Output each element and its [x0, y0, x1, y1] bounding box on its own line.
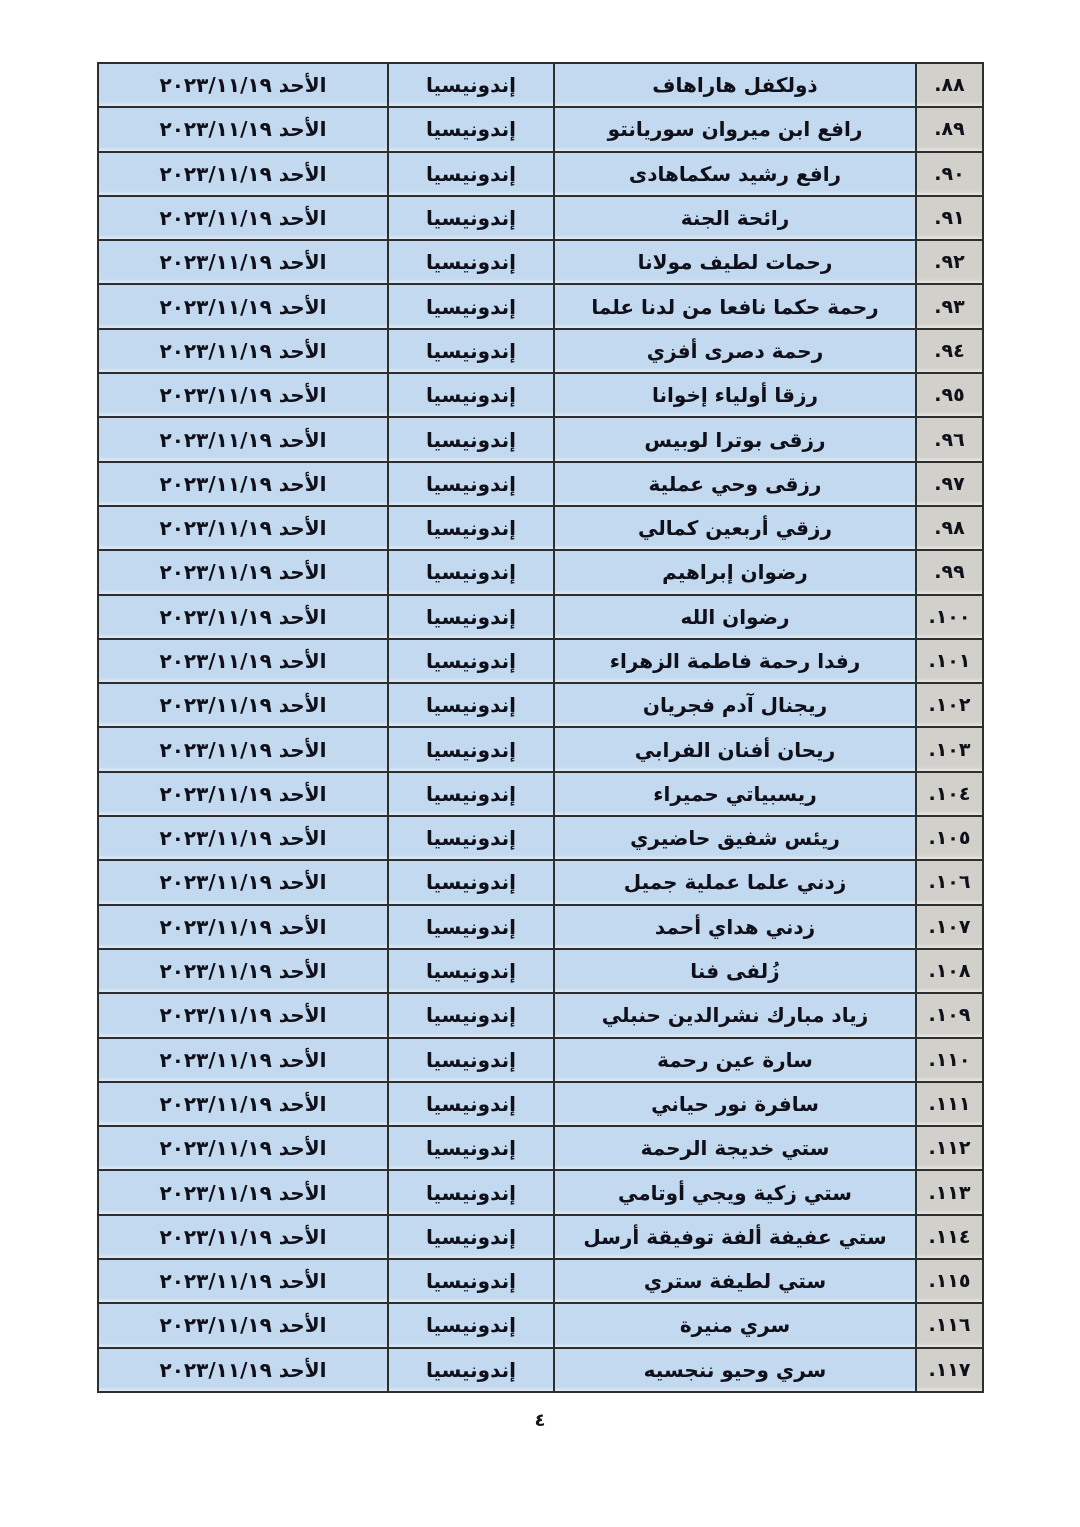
- row-number-cell: ٩٥.: [916, 373, 983, 417]
- person-name-cell: رزقى وحي عملية: [554, 462, 916, 506]
- country-cell: إندونيسيا: [388, 1348, 554, 1392]
- person-name-cell: ذولكفل هاراهاف: [554, 63, 916, 107]
- country-cell: إندونيسيا: [388, 462, 554, 506]
- row-number-cell: ١٠٢.: [916, 683, 983, 727]
- person-name-cell: رزقا أولياء إخوانا: [554, 373, 916, 417]
- row-number-cell: ٩١.: [916, 196, 983, 240]
- country-cell: إندونيسيا: [388, 639, 554, 683]
- country-cell: إندونيسيا: [388, 152, 554, 196]
- table-row: [98, 1082, 983, 1126]
- date-cell: الأحد ٢٠٢٣/١١/١٩: [98, 63, 388, 107]
- row-number-cell: ١١٤.: [916, 1215, 983, 1259]
- row-number-cell: ١١٧.: [916, 1348, 983, 1392]
- row-number-cell: ٩٩.: [916, 550, 983, 594]
- row-number-cell: ٩٦.: [916, 417, 983, 461]
- row-number-cell: ٩٤.: [916, 329, 983, 373]
- date-cell: الأحد ٢٠٢٣/١١/١٩: [98, 1170, 388, 1214]
- country-cell: إندونيسيا: [388, 506, 554, 550]
- country-cell: إندونيسيا: [388, 329, 554, 373]
- row-number-cell: ٩٠.: [916, 152, 983, 196]
- date-cell: الأحد ٢٠٢٣/١١/١٩: [98, 993, 388, 1037]
- country-cell: إندونيسيا: [388, 1259, 554, 1303]
- table-row: [98, 152, 983, 196]
- person-name-cell: ريئس شفيق حاضيري: [554, 816, 916, 860]
- table-row: [98, 417, 983, 461]
- country-cell: إندونيسيا: [388, 550, 554, 594]
- table-row: [98, 196, 983, 240]
- country-cell: إندونيسيا: [388, 683, 554, 727]
- date-cell: الأحد ٢٠٢٣/١١/١٩: [98, 905, 388, 949]
- country-cell: إندونيسيا: [388, 1082, 554, 1126]
- person-name-cell: رحمة دصرى أفزي: [554, 329, 916, 373]
- person-name-cell: رفدا رحمة فاطمة الزهراء: [554, 639, 916, 683]
- person-name-cell: رضوان إبراهيم: [554, 550, 916, 594]
- country-cell: إندونيسيا: [388, 860, 554, 904]
- country-cell: إندونيسيا: [388, 595, 554, 639]
- country-cell: إندونيسيا: [388, 727, 554, 771]
- country-cell: إندونيسيا: [388, 107, 554, 151]
- row-number-cell: ٩٨.: [916, 506, 983, 550]
- table-row: [98, 1303, 983, 1347]
- row-number-cell: ١١٢.: [916, 1126, 983, 1170]
- person-name-cell: سري وحيو ننجسيه: [554, 1348, 916, 1392]
- country-cell: إندونيسيا: [388, 816, 554, 860]
- date-cell: الأحد ٢٠٢٣/١١/١٩: [98, 152, 388, 196]
- row-number-cell: ٩٣.: [916, 284, 983, 328]
- row-number-cell: ١١٦.: [916, 1303, 983, 1347]
- country-cell: إندونيسيا: [388, 949, 554, 993]
- person-name-cell: ستي خديجة الرحمة: [554, 1126, 916, 1170]
- country-cell: إندونيسيا: [388, 284, 554, 328]
- names-roster-table: [97, 62, 984, 1393]
- country-cell: إندونيسيا: [388, 417, 554, 461]
- country-cell: إندونيسيا: [388, 772, 554, 816]
- table-row: [98, 240, 983, 284]
- person-name-cell: زدني علما عملية جميل: [554, 860, 916, 904]
- table-row: [98, 1126, 983, 1170]
- table-row: [98, 506, 983, 550]
- table-row: [98, 860, 983, 904]
- date-cell: الأحد ٢٠٢٣/١١/١٩: [98, 949, 388, 993]
- date-cell: الأحد ٢٠٢٣/١١/١٩: [98, 1126, 388, 1170]
- country-cell: إندونيسيا: [388, 240, 554, 284]
- person-name-cell: سري منيرة: [554, 1303, 916, 1347]
- date-cell: الأحد ٢٠٢٣/١١/١٩: [98, 1215, 388, 1259]
- row-number-cell: ١٠٧.: [916, 905, 983, 949]
- table-row: [98, 905, 983, 949]
- table-row: [98, 993, 983, 1037]
- person-name-cell: ريسبياتي حميراء: [554, 772, 916, 816]
- table-row: [98, 1038, 983, 1082]
- page-number: ٤: [534, 1410, 546, 1431]
- table-row: [98, 373, 983, 417]
- date-cell: الأحد ٢٠٢٣/١١/١٩: [98, 240, 388, 284]
- table-row: [98, 639, 983, 683]
- row-number-cell: ٩٢.: [916, 240, 983, 284]
- row-number-cell: ١١٥.: [916, 1259, 983, 1303]
- date-cell: الأحد ٢٠٢٣/١١/١٩: [98, 683, 388, 727]
- roster-table-body: [98, 63, 983, 1392]
- date-cell: الأحد ٢٠٢٣/١١/١٩: [98, 1259, 388, 1303]
- person-name-cell: سافرة نور حياني: [554, 1082, 916, 1126]
- person-name-cell: ستي زكية ويجي أوتامي: [554, 1170, 916, 1214]
- country-cell: إندونيسيا: [388, 1303, 554, 1347]
- person-name-cell: رزقي أربعين كمالي: [554, 506, 916, 550]
- table-row: [98, 1259, 983, 1303]
- country-cell: إندونيسيا: [388, 1215, 554, 1259]
- table-row: [98, 1170, 983, 1214]
- row-number-cell: ١١٠.: [916, 1038, 983, 1082]
- date-cell: الأحد ٢٠٢٣/١١/١٩: [98, 284, 388, 328]
- country-cell: إندونيسيا: [388, 1170, 554, 1214]
- date-cell: الأحد ٢٠٢٣/١١/١٩: [98, 550, 388, 594]
- date-cell: الأحد ٢٠٢٣/١١/١٩: [98, 462, 388, 506]
- person-name-cell: رحمات لطيف مولانا: [554, 240, 916, 284]
- person-name-cell: رزقى بوترا لوبيس: [554, 417, 916, 461]
- country-cell: إندونيسيا: [388, 905, 554, 949]
- date-cell: الأحد ٢٠٢٣/١١/١٩: [98, 373, 388, 417]
- row-number-cell: ١٠٠.: [916, 595, 983, 639]
- date-cell: الأحد ٢٠٢٣/١١/١٩: [98, 1082, 388, 1126]
- date-cell: الأحد ٢٠٢٣/١١/١٩: [98, 329, 388, 373]
- date-cell: الأحد ٢٠٢٣/١١/١٩: [98, 196, 388, 240]
- country-cell: إندونيسيا: [388, 1126, 554, 1170]
- person-name-cell: زدني هداي أحمد: [554, 905, 916, 949]
- row-number-cell: ١٠٥.: [916, 816, 983, 860]
- country-cell: إندونيسيا: [388, 993, 554, 1037]
- date-cell: الأحد ٢٠٢٣/١١/١٩: [98, 1303, 388, 1347]
- person-name-cell: رائحة الجنة: [554, 196, 916, 240]
- table-row: [98, 107, 983, 151]
- table-row: [98, 550, 983, 594]
- date-cell: الأحد ٢٠٢٣/١١/١٩: [98, 107, 388, 151]
- table-row: [98, 816, 983, 860]
- date-cell: الأحد ٢٠٢٣/١١/١٩: [98, 727, 388, 771]
- person-name-cell: ستي عفيفة ألفة توفيقة أرسل: [554, 1215, 916, 1259]
- person-name-cell: رافع ابن ميروان سوريانتو: [554, 107, 916, 151]
- person-name-cell: ستي لطيفة ستري: [554, 1259, 916, 1303]
- row-number-cell: ١٠١.: [916, 639, 983, 683]
- person-name-cell: ريحان أفنان الفرابي: [554, 727, 916, 771]
- row-number-cell: ١٠٩.: [916, 993, 983, 1037]
- table-row: [98, 1348, 983, 1392]
- person-name-cell: زُلفى فنا: [554, 949, 916, 993]
- date-cell: الأحد ٢٠٢٣/١١/١٩: [98, 1348, 388, 1392]
- table-row: [98, 772, 983, 816]
- person-name-cell: رضوان الله: [554, 595, 916, 639]
- table-row: [98, 462, 983, 506]
- person-name-cell: رافع رشيد سكماهادى: [554, 152, 916, 196]
- row-number-cell: ٨٩.: [916, 107, 983, 151]
- row-number-cell: ١٠٦.: [916, 860, 983, 904]
- country-cell: إندونيسيا: [388, 373, 554, 417]
- row-number-cell: ٩٧.: [916, 462, 983, 506]
- table-row: [98, 284, 983, 328]
- table-row: [98, 949, 983, 993]
- date-cell: الأحد ٢٠٢٣/١١/١٩: [98, 639, 388, 683]
- table-row: [98, 1215, 983, 1259]
- row-number-cell: ١١٣.: [916, 1170, 983, 1214]
- country-cell: إندونيسيا: [388, 1038, 554, 1082]
- country-cell: إندونيسيا: [388, 63, 554, 107]
- table-row: [98, 683, 983, 727]
- date-cell: الأحد ٢٠٢٣/١١/١٩: [98, 595, 388, 639]
- date-cell: الأحد ٢٠٢٣/١١/١٩: [98, 1038, 388, 1082]
- table-row: [98, 595, 983, 639]
- table-row: [98, 63, 983, 107]
- table-row: [98, 329, 983, 373]
- date-cell: الأحد ٢٠٢٣/١١/١٩: [98, 772, 388, 816]
- person-name-cell: ريجنال آدم فجريان: [554, 683, 916, 727]
- row-number-cell: ١٠٨.: [916, 949, 983, 993]
- date-cell: الأحد ٢٠٢٣/١١/١٩: [98, 417, 388, 461]
- date-cell: الأحد ٢٠٢٣/١١/١٩: [98, 816, 388, 860]
- country-cell: إندونيسيا: [388, 196, 554, 240]
- person-name-cell: سارة عين رحمة: [554, 1038, 916, 1082]
- row-number-cell: ١٠٣.: [916, 727, 983, 771]
- row-number-cell: ١٠٤.: [916, 772, 983, 816]
- person-name-cell: زياد مبارك نشرالدين حنبلي: [554, 993, 916, 1037]
- table-row: [98, 727, 983, 771]
- date-cell: الأحد ٢٠٢٣/١١/١٩: [98, 506, 388, 550]
- date-cell: الأحد ٢٠٢٣/١١/١٩: [98, 860, 388, 904]
- row-number-cell: ٨٨.: [916, 63, 983, 107]
- row-number-cell: ١١١.: [916, 1082, 983, 1126]
- person-name-cell: رحمة حكما نافعا من لدنا علما: [554, 284, 916, 328]
